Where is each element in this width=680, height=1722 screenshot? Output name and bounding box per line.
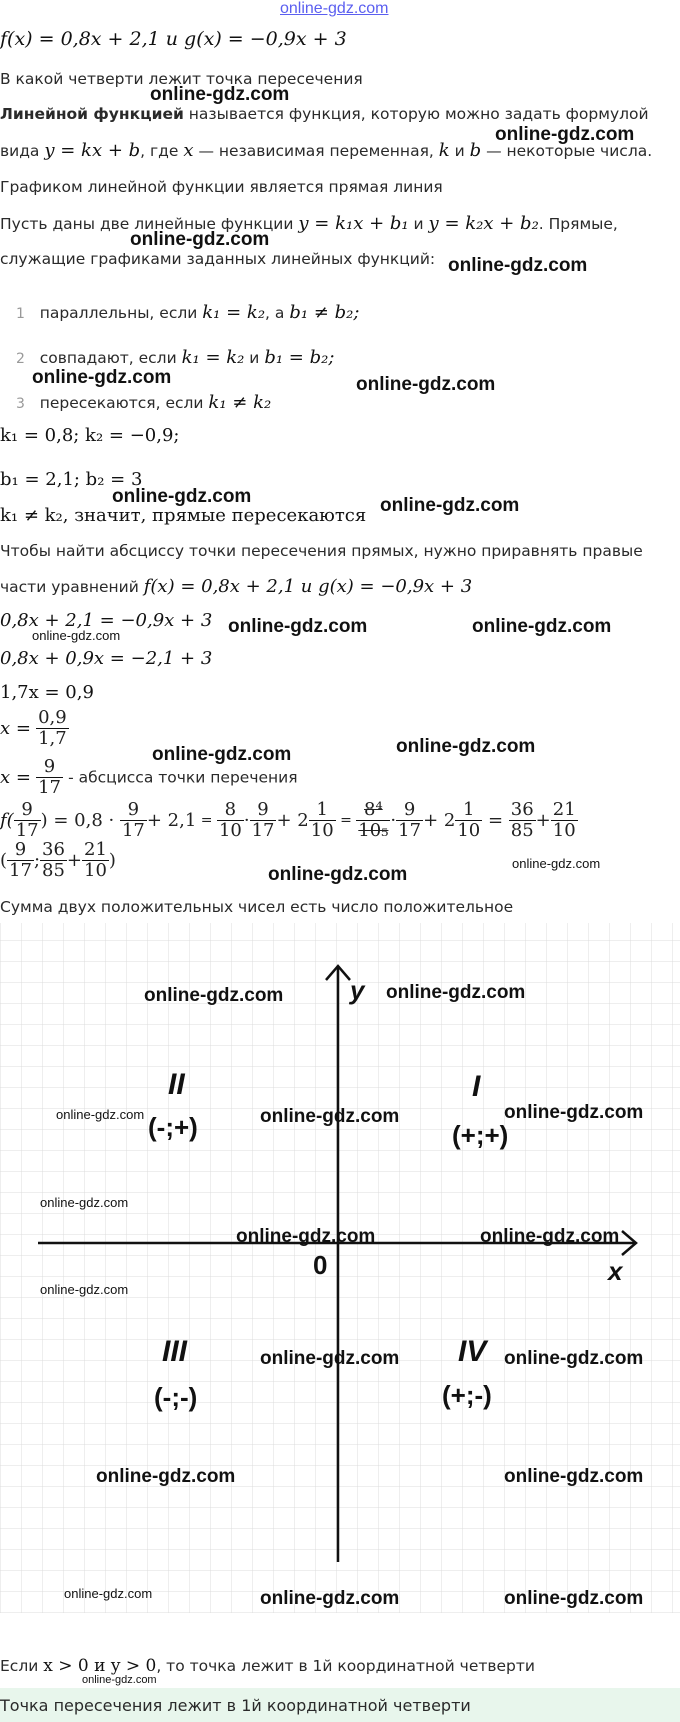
list-text: пересекаются, если (39, 394, 209, 412)
list-math: b₁ = b₂; (264, 347, 335, 368)
watermark: online-gdz.com (268, 864, 408, 885)
numerator: 8 (217, 800, 244, 821)
denominator: 10 (310, 820, 334, 841)
find-formula: f(x) = 0,8x + 2,1 и g(x) = −0,9x + 3 (143, 576, 473, 597)
given-text: . Прямые, (538, 215, 618, 233)
def-text: — независимая переменная, (193, 142, 439, 160)
quadrant-4-label: IV (458, 1335, 487, 1368)
numerator: 8⁴ (356, 800, 390, 821)
def-text: и (449, 142, 470, 160)
calculation (0, 800, 578, 841)
list-math: k₁ = k₂ (181, 347, 245, 368)
watermark: online-gdz.com (144, 985, 284, 1006)
list-item-3 (16, 392, 271, 413)
calc-part: + (535, 810, 551, 831)
quadrant-2-label: II (168, 1068, 185, 1101)
list-text: и (244, 349, 265, 367)
watermark: online-gdz.com (40, 1195, 129, 1210)
point-part: ; (33, 850, 41, 871)
functions-formula: f(x) = 0,8x + 2,1 и g(x) = −0,9x + 3 (0, 28, 347, 50)
denominator: 85 (42, 860, 65, 881)
watermark: online-gdz.com (472, 616, 612, 637)
quadrant-1-sign: (+;+) (452, 1120, 509, 1150)
intersection-point (0, 840, 116, 881)
watermark: online-gdz.com (82, 1674, 157, 1686)
denominator: 17 (121, 820, 145, 841)
watermark: online-gdz.com (56, 1107, 145, 1122)
denominator: 17 (9, 860, 32, 881)
watermark: online-gdz.com (96, 1466, 236, 1487)
point-part: + (66, 850, 83, 871)
watermark: online-gdz.com (260, 1106, 400, 1127)
watermark: online-gdz.com (396, 736, 536, 757)
watermark: online-gdz.com (64, 1586, 153, 1601)
denominator: 10 (457, 820, 481, 841)
equation-3: 1,7x = 0,9 (0, 682, 94, 703)
quadrant-1-label: I (472, 1070, 481, 1103)
calc-part: f( (0, 810, 14, 831)
b-values: b₁ = 2,1; b₂ = 3 (0, 469, 143, 490)
find-text: части уравнений (0, 578, 144, 596)
cond-text: Если (0, 1657, 44, 1675)
point-part: ) (108, 850, 116, 871)
watermark: online-gdz.com (480, 1226, 620, 1247)
numerator: 9 (396, 800, 423, 821)
given-formula-2: y = k₂x + b₂ (428, 213, 539, 234)
watermark: online-gdz.com (236, 1226, 376, 1247)
calc-part: · (390, 810, 397, 831)
equation-2: 0,8x + 0,9x = −2,1 + 3 (0, 648, 213, 669)
watermark: online-gdz.com (32, 628, 121, 643)
denominator: 10₅ (358, 820, 389, 841)
fraction (120, 800, 147, 841)
watermark: online-gdz.com (504, 1348, 644, 1369)
fraction (217, 800, 244, 841)
denominator: 17 (398, 820, 422, 841)
list-number: 2 (16, 351, 25, 367)
numerator: 9 (7, 840, 34, 861)
list-number: 3 (16, 396, 25, 412)
definition-term: Линейной функцией (0, 105, 184, 123)
list-text: совпадают, если (39, 349, 182, 367)
watermark: online-gdz.com (228, 616, 368, 637)
condition-line (0, 1656, 535, 1676)
numerator: 9 (14, 800, 41, 821)
def-var: b (469, 140, 482, 161)
fraction (250, 800, 277, 841)
given-line-2: служащие графиками заданных линейных функций: (0, 250, 436, 268)
denominator: 1,7 (38, 728, 67, 749)
answer: Точка пересечения лежит в 1й координатной четверти (0, 1696, 471, 1715)
question: В какой четверти лежит точка пересечения (0, 70, 363, 88)
def-text: вида (0, 142, 45, 160)
grid-background (0, 923, 680, 1613)
cond-text: , то точка лежит в 1й координатной четверти (156, 1657, 535, 1675)
numerator: 1 (455, 800, 482, 821)
fraction (7, 840, 34, 881)
calc-part: + 2 (423, 810, 456, 831)
watermark: online-gdz.com (380, 495, 520, 516)
fraction (551, 800, 578, 841)
k-values: k₁ = 0,8; k₂ = −0,9; (0, 425, 180, 446)
list-text: параллельны, если (39, 304, 203, 322)
numerator: 9 (36, 757, 63, 778)
denominator: 10 (552, 820, 576, 841)
calc-part: = (196, 812, 217, 829)
watermark: online-gdz.com (504, 1466, 644, 1487)
eq-tail: - абсцисса точки перечения (68, 768, 298, 787)
sum-line: Сумма двух положительных чисел есть число положительное (0, 898, 514, 916)
calc-part: + 2,1 (146, 810, 197, 831)
find-line-2 (0, 576, 472, 597)
watermark: online-gdz.com (495, 124, 635, 145)
find-line-1: Чтобы найти абсциссу точки пересечения прямых, нужно приравнять правые (0, 542, 643, 560)
calc-part: = (482, 810, 509, 831)
denominator: 17 (15, 820, 39, 841)
def-text: , где (140, 142, 184, 160)
given-formula-1: y = k₁x + b₁ (298, 213, 409, 234)
x-axis-label: x (608, 1256, 623, 1286)
fraction (40, 840, 67, 881)
def-var: k (438, 140, 450, 161)
watermark: online-gdz.com (448, 255, 588, 276)
list-text: , а (265, 304, 290, 322)
fraction (82, 840, 109, 881)
given-text: Пусть даны две линейные функции (0, 215, 299, 233)
watermark: online-gdz.com (386, 982, 526, 1003)
numerator: 36 (42, 839, 65, 860)
origin-label: 0 (313, 1250, 328, 1280)
point-part: ( (0, 850, 8, 871)
quadrant-2-sign: (-;+) (148, 1112, 198, 1142)
def-var: x (183, 140, 194, 161)
eq-lhs: x = (0, 767, 31, 788)
watermark: online-gdz.com (504, 1102, 644, 1123)
given-line-1 (0, 213, 618, 234)
calc-part: + 2 (276, 810, 309, 831)
y-axis-label: y (350, 975, 365, 1005)
calc-part: = (335, 812, 357, 829)
calc-part: ) = 0,8 · (40, 810, 115, 831)
fraction (509, 800, 536, 841)
watermark: online-gdz.com (280, 0, 389, 17)
list-math: k₁ = k₂ (202, 302, 266, 323)
denominator: 85 (510, 820, 534, 841)
eq-lhs: x = (0, 718, 31, 739)
numerator: 1 (309, 800, 336, 821)
watermark: online-gdz.com (130, 229, 270, 250)
quadrant-3-label: III (162, 1335, 188, 1368)
quadrant-3-sign: (-;-) (154, 1382, 198, 1412)
fraction (309, 800, 336, 841)
quadrant-4-sign: (+;-) (442, 1380, 492, 1410)
list-item-2 (16, 347, 334, 368)
numerator: 21 (552, 799, 576, 820)
numerator: 21 (84, 839, 107, 860)
watermark: online-gdz.com (152, 744, 292, 765)
denominator: 10 (84, 860, 107, 881)
coordinate-plane (0, 898, 680, 1613)
definition-line-2 (0, 140, 652, 161)
denominator: 17 (251, 820, 275, 841)
numerator: 36 (510, 799, 534, 820)
equation-5 (0, 757, 298, 798)
given-text: и (408, 215, 429, 233)
fraction (396, 800, 423, 841)
fraction (14, 800, 41, 841)
watermark: online-gdz.com (512, 856, 601, 871)
fraction (36, 757, 63, 798)
watermark: online-gdz.com (260, 1588, 400, 1609)
definition-line-1 (0, 105, 649, 123)
denominator: 10 (218, 820, 242, 841)
fraction (455, 800, 482, 841)
watermark: online-gdz.com (260, 1348, 400, 1369)
cond-math: x > 0 и y > 0 (43, 1656, 157, 1676)
def-text: — некоторые числа. (481, 142, 653, 160)
k-not-equal: k₁ ≠ k₂, значит, прямые пересекаются (0, 505, 367, 526)
list-number: 1 (16, 306, 25, 322)
calc-part: · (243, 810, 250, 831)
fraction (36, 708, 69, 749)
def-formula: y = kx + b (44, 140, 141, 161)
list-math: b₁ ≠ b₂; (289, 302, 360, 323)
watermark: online-gdz.com (32, 367, 172, 388)
definition-text: называется функция, которую можно задать формулой (183, 105, 649, 123)
denominator: 17 (38, 777, 61, 798)
watermark: online-gdz.com (150, 84, 290, 105)
list-item-1 (16, 302, 359, 323)
watermark: online-gdz.com (40, 1282, 129, 1297)
equation-1: 0,8x + 2,1 = −0,9x + 3 (0, 610, 213, 631)
fraction-crossed (356, 800, 390, 841)
numerator: 9 (120, 800, 147, 821)
list-math: k₁ ≠ k₂ (208, 392, 272, 413)
numerator: 9 (250, 800, 277, 821)
watermark: online-gdz.com (504, 1588, 644, 1609)
numerator: 0,9 (38, 707, 67, 728)
watermark: online-gdz.com (112, 486, 252, 507)
graph-line: Графиком линейной функции является прямая линия (0, 178, 443, 196)
equation-4 (0, 708, 69, 749)
watermark: online-gdz.com (356, 374, 496, 395)
